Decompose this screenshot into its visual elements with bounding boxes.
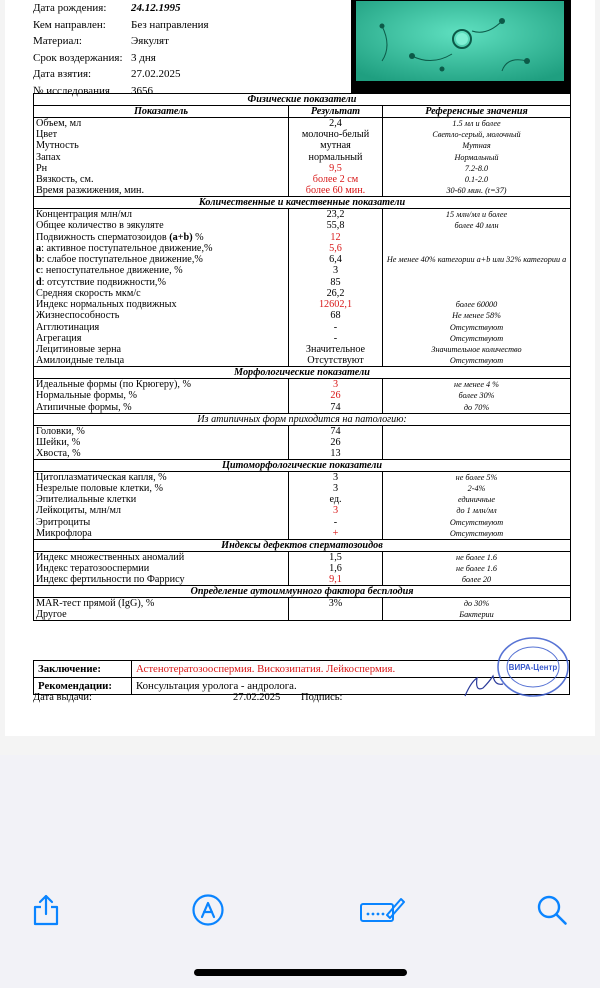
reference-cell: 30-60 мин. (t=37)	[383, 185, 571, 197]
reference-cell: Отсутствуют	[383, 528, 571, 540]
indicator-cell: Жизнеспособность	[34, 310, 289, 321]
indicator-cell: Концентрация млн/мл	[34, 209, 289, 221]
section-title: Морфологические показатели	[34, 367, 571, 379]
issue-row	[33, 692, 433, 703]
result-cell: нормальный	[289, 152, 383, 163]
section-header-row	[34, 413, 571, 425]
reference-cell: Отсутствуют	[383, 517, 571, 528]
result-cell: -	[289, 333, 383, 344]
result-cell: 5,6	[289, 243, 383, 254]
share-button[interactable]	[26, 890, 66, 930]
result-cell: 85	[289, 277, 383, 288]
indicator-cell: Общее количество в эякуляте	[34, 220, 289, 231]
reference-cell: Отсутствуют	[383, 355, 571, 367]
header-value: 3 дня	[131, 51, 156, 64]
markup-button[interactable]	[188, 890, 228, 930]
result-cell: 1,6	[289, 563, 383, 574]
indicator-name: : активное поступательное движение,%	[41, 242, 213, 254]
indicator-cell: Индекс тератозооспермии	[34, 563, 289, 574]
result-cell: ед.	[289, 494, 383, 505]
section-header-row	[34, 94, 571, 106]
header-row	[33, 33, 353, 50]
indicator-cell: Агрегация	[34, 333, 289, 344]
reference-cell: не менее 4 %	[383, 379, 571, 391]
table-row	[34, 209, 571, 221]
result-cell: 2,4	[289, 118, 383, 130]
conclusion-label: Заключение:	[34, 661, 132, 677]
result-cell: Значительное	[289, 344, 383, 355]
table-row	[34, 448, 571, 460]
bottom-toolbar	[0, 870, 600, 950]
results-table	[33, 93, 571, 621]
table-row	[34, 310, 571, 321]
reference-cell: более 20	[383, 574, 571, 586]
reference-cell: Не менее 58%	[383, 310, 571, 321]
markup-icon	[191, 893, 225, 927]
column-reference: Референсные значения	[383, 106, 571, 118]
table-row	[34, 185, 571, 197]
signature-label: Подпись:	[301, 692, 343, 703]
indicator-cell: Объем, мл	[34, 118, 289, 130]
header-row	[33, 0, 353, 17]
indicator-name: Подвижность сперматозоидов	[36, 231, 167, 243]
result-cell: 9,5	[289, 163, 383, 174]
reference-cell: Бактерии	[383, 609, 571, 621]
result-cell: 1,5	[289, 551, 383, 563]
indicator-cell: Индекс множественных аномалий	[34, 551, 289, 563]
result-cell: 9,1	[289, 574, 383, 586]
reference-cell	[383, 288, 571, 299]
table-row	[34, 437, 571, 448]
header-value: Без направления	[131, 18, 209, 31]
reference-cell: единичные	[383, 494, 571, 505]
table-row	[34, 517, 571, 528]
document-page	[5, 0, 595, 736]
indicator-cell: Эритроциты	[34, 517, 289, 528]
indicator-cell	[34, 265, 289, 276]
indicator-tail: %	[192, 231, 204, 243]
indicator-cell: Вязкость, см.	[34, 174, 289, 185]
indicator-cell: Головки, %	[34, 425, 289, 437]
header-value: 27.02.2025	[131, 68, 181, 80]
conclusion-value: Астенотератозооспермия. Вискозипатия. Лейкоспермия.	[136, 663, 396, 675]
reference-cell: Значительное количество	[383, 344, 571, 355]
issue-label: Дата выдачи:	[33, 692, 92, 703]
reference-cell: до 70%	[383, 402, 571, 414]
result-cell: 6,4	[289, 254, 383, 265]
indicator-prefix: d	[36, 276, 42, 288]
result-cell: -	[289, 322, 383, 333]
indicator-cell: Другое	[34, 609, 289, 621]
table-row	[34, 471, 571, 483]
reference-cell: более 40 млн	[383, 220, 571, 231]
table-row	[34, 140, 571, 151]
reference-cell: 15 млн/мл и более	[383, 209, 571, 221]
reference-cell: до 1 млн/мл	[383, 505, 571, 516]
issue-date: 27.02.2025	[233, 692, 281, 703]
recommendations-value: Консультация уролога - андролога.	[136, 680, 297, 692]
table-row	[34, 609, 571, 621]
header-label: Материал:	[33, 35, 82, 47]
clinic-stamp	[496, 636, 570, 698]
table-row	[34, 344, 571, 355]
share-icon	[32, 893, 60, 927]
table-row	[34, 483, 571, 494]
home-indicator[interactable]	[194, 969, 407, 976]
indicator-cell: Цвет	[34, 129, 289, 140]
reference-cell: не более 1.6	[383, 563, 571, 574]
signature-icon	[359, 895, 405, 925]
table-row	[34, 220, 571, 231]
header-label: Кем направлен:	[33, 18, 106, 31]
section-title: Из атипичных форм приходится на патологию:	[34, 413, 571, 425]
header-row	[33, 66, 353, 83]
reference-cell: 7.2-8.0	[383, 163, 571, 174]
table-row	[34, 129, 571, 140]
search-button[interactable]	[532, 890, 572, 930]
indicator-cell: Эпителиальные клетки	[34, 494, 289, 505]
indicator-cell: Хвоста, %	[34, 448, 289, 460]
reference-cell: Нормальный	[383, 152, 571, 163]
table-row	[34, 505, 571, 516]
header-label: Дата рождения:	[33, 2, 107, 14]
result-cell: 3%	[289, 598, 383, 610]
header-row	[33, 17, 353, 34]
result-cell: молочно-белый	[289, 129, 383, 140]
result-cell: 74	[289, 402, 383, 414]
table-row	[34, 402, 571, 414]
indicator-cell: Атипичные формы, %	[34, 402, 289, 414]
stamp-text: ВИРА-Центр	[508, 663, 558, 672]
indicator-prefix: b	[36, 254, 42, 266]
result-cell: 55,8	[289, 220, 383, 231]
result-cell: 23,2	[289, 209, 383, 221]
indicator-cell: Лейкоциты, млн/мл	[34, 505, 289, 516]
reference-cell: Отсутствуют	[383, 322, 571, 333]
indicator-cell: Шейки, %	[34, 437, 289, 448]
indicator-cell: Микрофлора	[34, 528, 289, 540]
header-value: 24.12.1995	[131, 2, 181, 14]
indicator-cell: Рн	[34, 163, 289, 174]
result-cell: 3	[289, 471, 383, 483]
section-header-row	[34, 459, 571, 471]
indicator-prefix: c	[36, 265, 41, 277]
reference-cell: Светло-серый, молочный	[383, 129, 571, 140]
header-value: Эякулят	[131, 35, 169, 47]
header-value: 3656	[131, 84, 153, 97]
indicator-cell: Лецитиновые зерна	[34, 344, 289, 355]
result-cell: 26	[289, 437, 383, 448]
indicator-cell: Идеальные формы (по Крюгеру), %	[34, 379, 289, 391]
reference-cell	[383, 425, 571, 437]
result-cell: 3	[289, 505, 383, 516]
table-row	[34, 118, 571, 130]
result-cell: Отсутствуют	[289, 355, 383, 367]
table-row	[34, 299, 571, 310]
search-icon	[536, 894, 568, 926]
reference-cell: Отсутствуют	[383, 333, 571, 344]
result-cell: 26,2	[289, 288, 383, 299]
indicator-cell: Индекс нормальных подвижных	[34, 299, 289, 310]
section-header-row	[34, 539, 571, 551]
indicator-cell	[34, 254, 289, 265]
table-row	[34, 379, 571, 391]
table-row	[34, 528, 571, 540]
section-title: Физические показатели	[34, 94, 571, 106]
result-cell: 3	[289, 483, 383, 494]
indicator-name: : отсутствие подвижности,%	[41, 276, 166, 288]
section-title: Определение аутоиммунного фактора бесплодия	[34, 586, 571, 598]
table-row	[34, 598, 571, 610]
result-cell: 26	[289, 390, 383, 401]
reference-cell: не более 5%	[383, 471, 571, 483]
indicator-cell	[34, 243, 289, 254]
table-row	[34, 355, 571, 367]
reference-cell: Мутная	[383, 140, 571, 151]
column-result: Результат	[289, 106, 383, 118]
indicator-cell: Агглютинация	[34, 322, 289, 333]
table-row	[34, 322, 571, 333]
patient-header	[33, 0, 353, 99]
indicator-name: : слабое поступательное движение,%	[41, 254, 203, 266]
section-title: Индексы дефектов сперматозоидов	[34, 539, 571, 551]
result-cell	[289, 609, 383, 621]
indicator-name: : непоступательное движение, %	[40, 265, 183, 277]
table-row	[34, 390, 571, 401]
indicator-cell: Мутность	[34, 140, 289, 151]
indicator-cell: Индекс фертильности по Фаррису	[34, 574, 289, 586]
recommendations-label: Рекомендации:	[34, 678, 132, 694]
indicator-cell: Средняя скорость мкм/с	[34, 288, 289, 299]
result-cell: 68	[289, 310, 383, 321]
table-row	[34, 288, 571, 299]
reference-cell: не более 1.6	[383, 551, 571, 563]
table-row	[34, 574, 571, 586]
result-cell: 3	[289, 379, 383, 391]
reference-cell: более 60000	[383, 299, 571, 310]
indicator-cell	[34, 232, 289, 243]
table-row	[34, 174, 571, 185]
reference-cell: до 30%	[383, 598, 571, 610]
header-label: Дата взятия:	[33, 68, 92, 80]
header-row	[33, 50, 353, 67]
indicator-cell	[34, 277, 289, 288]
result-cell: 74	[289, 425, 383, 437]
table-row	[34, 152, 571, 163]
reference-cell: 0.1-2.0	[383, 174, 571, 185]
microscopy-photo	[351, 0, 571, 93]
result-cell: +	[289, 528, 383, 540]
reference-cell: более 30%	[383, 390, 571, 401]
table-row	[34, 563, 571, 574]
result-cell: 12	[289, 232, 383, 243]
table-row	[34, 551, 571, 563]
indicator-cell: Цитоплазматическая капля, %	[34, 471, 289, 483]
result-cell: мутная	[289, 140, 383, 151]
column-header-row	[34, 106, 571, 118]
indicator-bold: (a+b)	[169, 231, 193, 243]
indicator-cell: Время разжижения, мин.	[34, 185, 289, 197]
signature-button[interactable]	[358, 890, 406, 930]
reference-cell: 1.5 мл и более	[383, 118, 571, 130]
reference-cell	[383, 448, 571, 460]
indicator-cell: Запах	[34, 152, 289, 163]
column-indicator: Показатель	[34, 106, 289, 118]
result-cell: более 2 см	[289, 174, 383, 185]
table-row	[34, 163, 571, 174]
indicator-cell: MAR-тест прямой (IgG), %	[34, 598, 289, 610]
result-cell: -	[289, 517, 383, 528]
result-cell: 12602,1	[289, 299, 383, 310]
header-label: № исследования	[33, 84, 110, 97]
table-row	[34, 425, 571, 437]
section-title: Количественные и качественные показатели	[34, 197, 571, 209]
result-cell: 3	[289, 265, 383, 276]
result-cell: более 60 мин.	[289, 185, 383, 197]
reference-cell	[383, 437, 571, 448]
section-title: Цитоморфологические показатели	[34, 459, 571, 471]
section-header-row	[34, 586, 571, 598]
section-header-row	[34, 367, 571, 379]
table-row	[34, 494, 571, 505]
table-row	[34, 333, 571, 344]
indicator-cell: Нормальные формы, %	[34, 390, 289, 401]
reference-cell: Не менее 40% категории a+b или 32% категории a	[383, 232, 571, 288]
header-label: Срок воздержания:	[33, 51, 123, 64]
section-header-row	[34, 197, 571, 209]
indicator-prefix: a	[36, 242, 42, 254]
indicator-cell: Амилоидные тельца	[34, 355, 289, 367]
reference-cell: 2-4%	[383, 483, 571, 494]
result-cell: 13	[289, 448, 383, 460]
table-row	[34, 232, 571, 243]
indicator-cell: Незрелые половые клетки, %	[34, 483, 289, 494]
